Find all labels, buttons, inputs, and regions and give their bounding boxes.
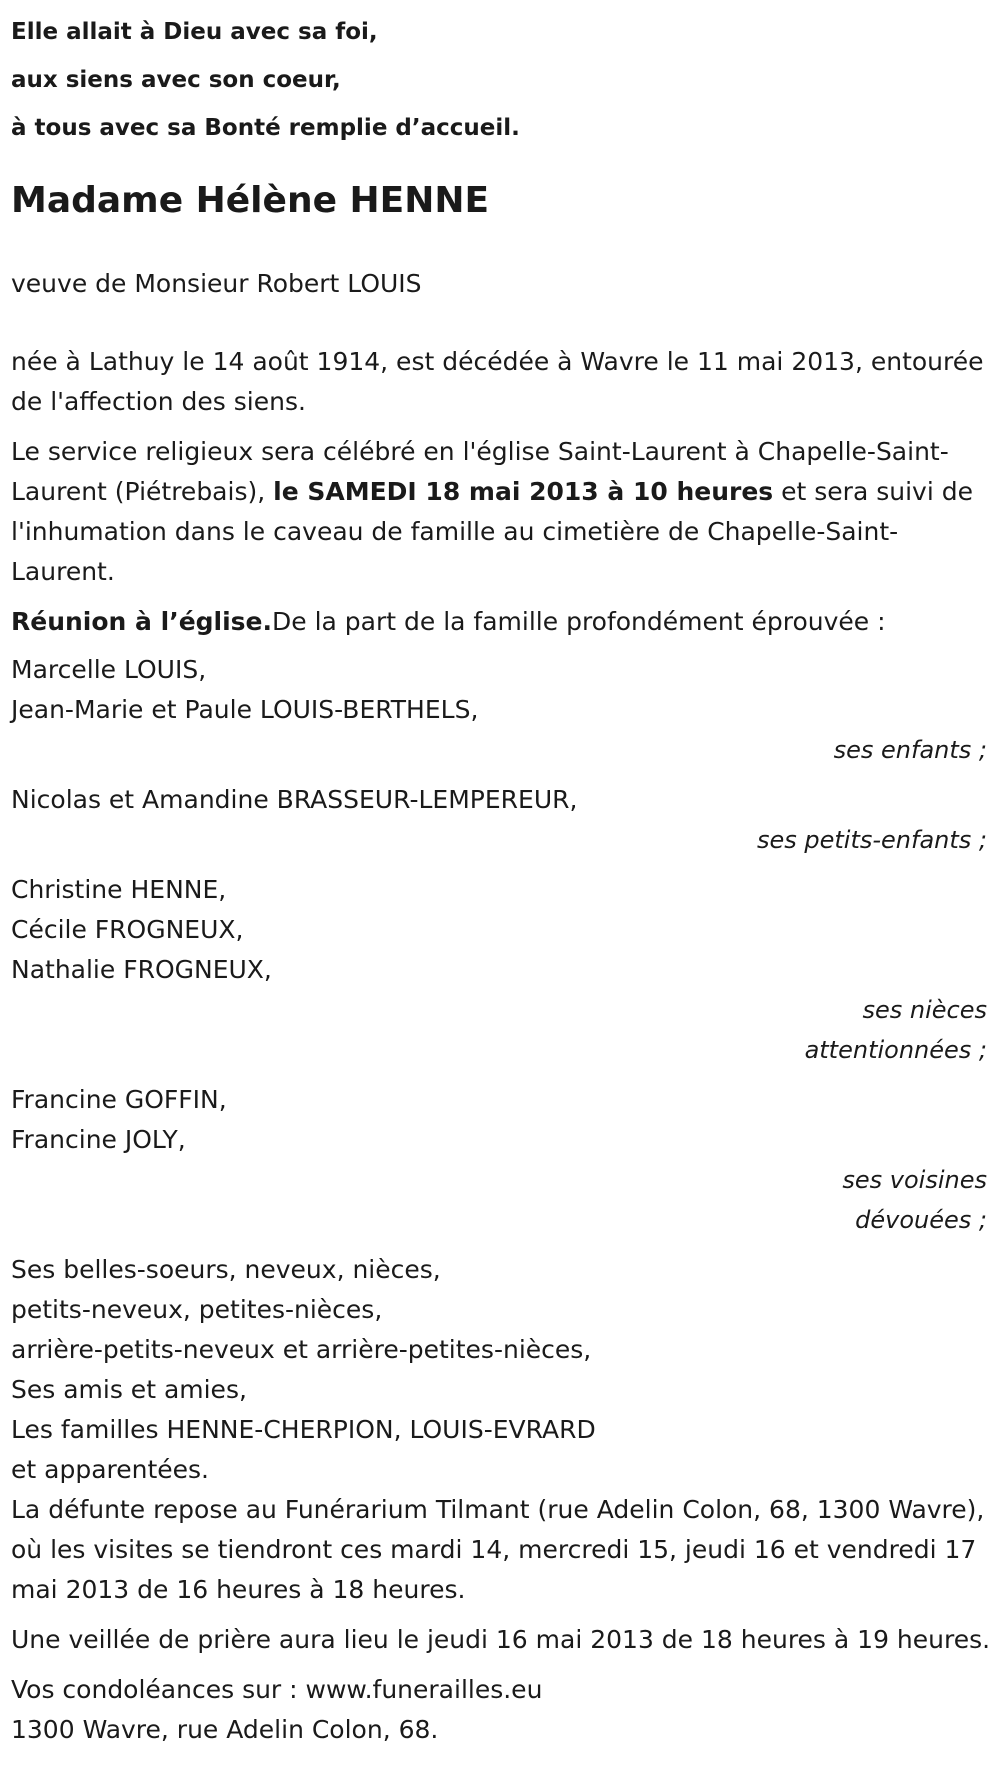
family-group-neighbours	[11, 1080, 996, 1240]
family-role: attentionnées ;	[804, 1036, 987, 1064]
meeting-family: De la part de la famille profondément éprouvée :	[272, 607, 886, 636]
relatives-line: Ses belles-soeurs, neveux, nièces,	[11, 1255, 441, 1284]
epigraph-line: Elle allait à Dieu avec sa foi,	[11, 19, 378, 45]
relatives-line: Les familles HENNE-CHERPION, LOUIS-EVRARD	[11, 1415, 596, 1444]
meeting-bold: Réunion à l’église.	[11, 607, 273, 636]
family-name: Francine JOLY,	[11, 1125, 186, 1154]
family-role: ses voisines	[842, 1166, 987, 1194]
family-name: Nathalie FROGNEUX,	[11, 955, 272, 984]
relatives-line: Ses amis et amies,	[11, 1375, 247, 1404]
family-role: ses nièces	[862, 996, 987, 1024]
deceased-name: Madame Hélène HENNE	[11, 180, 490, 221]
family-name: Marcelle LOUIS,	[11, 655, 207, 684]
epigraph-line: aux siens avec son coeur,	[11, 67, 341, 93]
vigil-text: Une veillée de prière aura lieu le jeudi 16 mai 2013 de 18 heures à 19 heures.	[11, 1625, 991, 1654]
service-date-highlight: le SAMEDI 18 mai 2013 à 10 heures	[273, 477, 774, 506]
relatives-line: petits-neveux, petites-nièces,	[11, 1295, 383, 1324]
family-group-grandchildren	[11, 780, 996, 860]
family-name: Nicolas et Amandine BRASSEUR-LEMPEREUR,	[11, 785, 578, 814]
service-text-end: et sera suivi de l'inhumation dans le caveau de famille au cimetière de Chapelle-Saint-Laurent.	[11, 477, 973, 586]
service-text	[11, 432, 996, 592]
birth-death-text: née à Lathuy le 14 août 1914, est décédée à Wavre le 11 mai 2013, entourée de l'affection des siens.	[11, 347, 984, 416]
relatives-line: arrière-petits-neveux et arrière-petites-nièces,	[11, 1335, 592, 1364]
condolences-text: Vos condoléances sur : www.funerailles.eu	[11, 1675, 543, 1704]
repose-text: La défunte repose au Funérarium Tilmant (rue Adelin Colon, 68, 1300 Wavre), où les visites se tiendront ces mardi 14, mercredi 15, jeudi 16 et vendredi 17 mai 2013 de 16 heures à 18 heures.	[11, 1495, 985, 1604]
family-role: ses enfants ;	[833, 736, 987, 764]
family-role: ses petits-enfants ;	[756, 826, 987, 854]
meeting-text	[11, 602, 996, 642]
family-role: dévouées ;	[855, 1206, 987, 1234]
family-group-nieces	[11, 870, 996, 1070]
family-name: Cécile FROGNEUX,	[11, 915, 244, 944]
family-group-children	[11, 650, 996, 770]
relatives-list	[11, 1250, 996, 1490]
epigraph-line: à tous avec sa Bonté remplie d’accueil.	[11, 115, 520, 141]
service-text-start: Le service religieux sera célébré en l'église Saint-Laurent à Chapelle-Saint-Laurent (Piétrebais),	[11, 437, 949, 506]
relatives-line: et apparentées.	[11, 1455, 209, 1484]
widow-of: veuve de Monsieur Robert LOUIS	[11, 269, 422, 298]
family-name: Christine HENNE,	[11, 875, 227, 904]
address-text: 1300 Wavre, rue Adelin Colon, 68.	[11, 1715, 439, 1744]
family-name: Jean-Marie et Paule LOUIS-BERTHELS,	[11, 695, 479, 724]
family-name: Francine GOFFIN,	[11, 1085, 227, 1114]
epigraph	[11, 0, 996, 152]
obituary-content	[11, 0, 996, 1750]
